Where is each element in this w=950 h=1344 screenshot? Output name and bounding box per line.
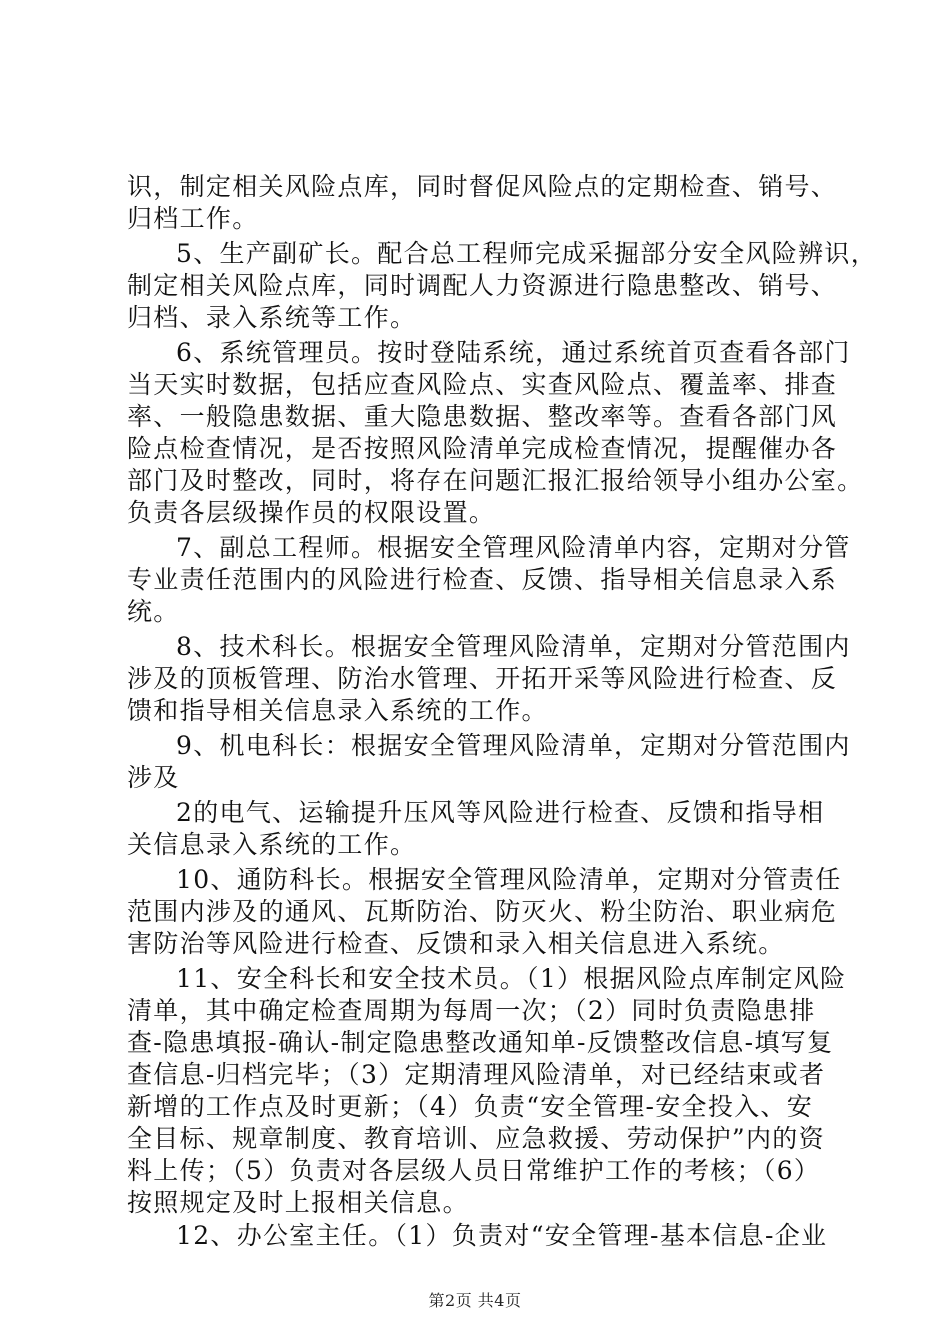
text-line: 按照规定及时上报相关信息。 xyxy=(127,1188,469,1217)
text-line: 险点检查情况，是否按照风险清单完成检查情况，提醒催办各 xyxy=(127,434,838,463)
text-line: 全目标、规章制度、教育培训、应急救援、劳动保护”内的资 xyxy=(127,1124,825,1153)
text-line: 负责各层级操作员的权限设置。 xyxy=(127,498,496,527)
paragraph-7-start: 7、副总工程师。根据安全管理风险清单内容，定期对分管 xyxy=(176,533,851,562)
text-line: 统。 xyxy=(127,597,180,626)
text-line: 制定相关风险点库，同时调配人力资源进行隐患整改、销号、 xyxy=(127,271,838,300)
text-line: 识，制定相关风险点库，同时督促风险点的定期检查、销号、 xyxy=(127,172,838,201)
text-line: 清单，其中确定检查周期为每周一次；（2）同时负责隐患排 xyxy=(127,996,816,1025)
paragraph-8-start: 8、技术科长。根据安全管理风险清单，定期对分管范围内 xyxy=(176,632,851,661)
paragraph-9-continued: 2的电气、运输提升压风等风险进行检查、反馈和指导相 xyxy=(176,798,825,827)
text-line: 涉及的顶板管理、防治水管理、开拓开采等风险进行检查、反 xyxy=(127,664,838,693)
paragraph-6-start: 6、系统管理员。按时登陆系统，通过系统首页查看各部门 xyxy=(176,338,851,367)
paragraph-10-start: 10、通防科长。根据安全管理风险清单，定期对分管责任 xyxy=(176,865,842,894)
text-line: 馈和指导相关信息录入系统的工作。 xyxy=(127,696,548,725)
text-line: 率、一般隐患数据、重大隐患数据、整改率等。查看各部门风 xyxy=(127,402,838,431)
text-line: 归档、录入系统等工作。 xyxy=(127,303,417,332)
text-line: 查信息-归档完毕；（3）定期清理风险清单，对已经结束或者 xyxy=(127,1060,826,1089)
text-line: 范围内涉及的通风、瓦斯防治、防灭火、粉尘防治、职业病危 xyxy=(127,897,838,926)
text-line: 当天实时数据，包括应查风险点、实查风险点、覆盖率、排查 xyxy=(127,370,838,399)
paragraph-5-start: 5、生产副矿长。配合总工程师完成采掘部分安全风险辨识， xyxy=(176,239,878,268)
text-line: 新增的工作点及时更新；（4）负责“安全管理-安全投入、安 xyxy=(127,1092,814,1121)
text-line: 料上传；（5）负责对各层级人员日常维护工作的考核；（6） xyxy=(127,1156,821,1185)
text-line: 查-隐患填报-确认-制定隐患整改通知单-反馈整改信息-填写复 xyxy=(127,1028,834,1057)
paragraph-9-start: 9、机电科长：根据安全管理风险清单，定期对分管范围内 xyxy=(176,731,851,760)
text-line: 部门及时整改，同时，将存在问题汇报汇报给领导小组办公室。 xyxy=(127,466,864,495)
page-number-footer: 第2页 共4页 xyxy=(428,1291,522,1310)
text-line: 归档工作。 xyxy=(127,204,259,233)
paragraph-11-start: 11、安全科长和安全技术员。（1）根据风险点库制定风险 xyxy=(176,964,847,993)
paragraph-12-start: 12、办公室主任。（1）负责对“安全管理-基本信息-企业 xyxy=(176,1221,828,1250)
text-line: 关信息录入系统的工作。 xyxy=(127,830,417,859)
text-line: 专业责任范围内的风险进行检查、反馈、指导相关信息录入系 xyxy=(127,565,838,594)
text-line: 害防治等风险进行检查、反馈和录入相关信息进入系统。 xyxy=(127,929,785,958)
text-line: 涉及 xyxy=(127,763,180,792)
